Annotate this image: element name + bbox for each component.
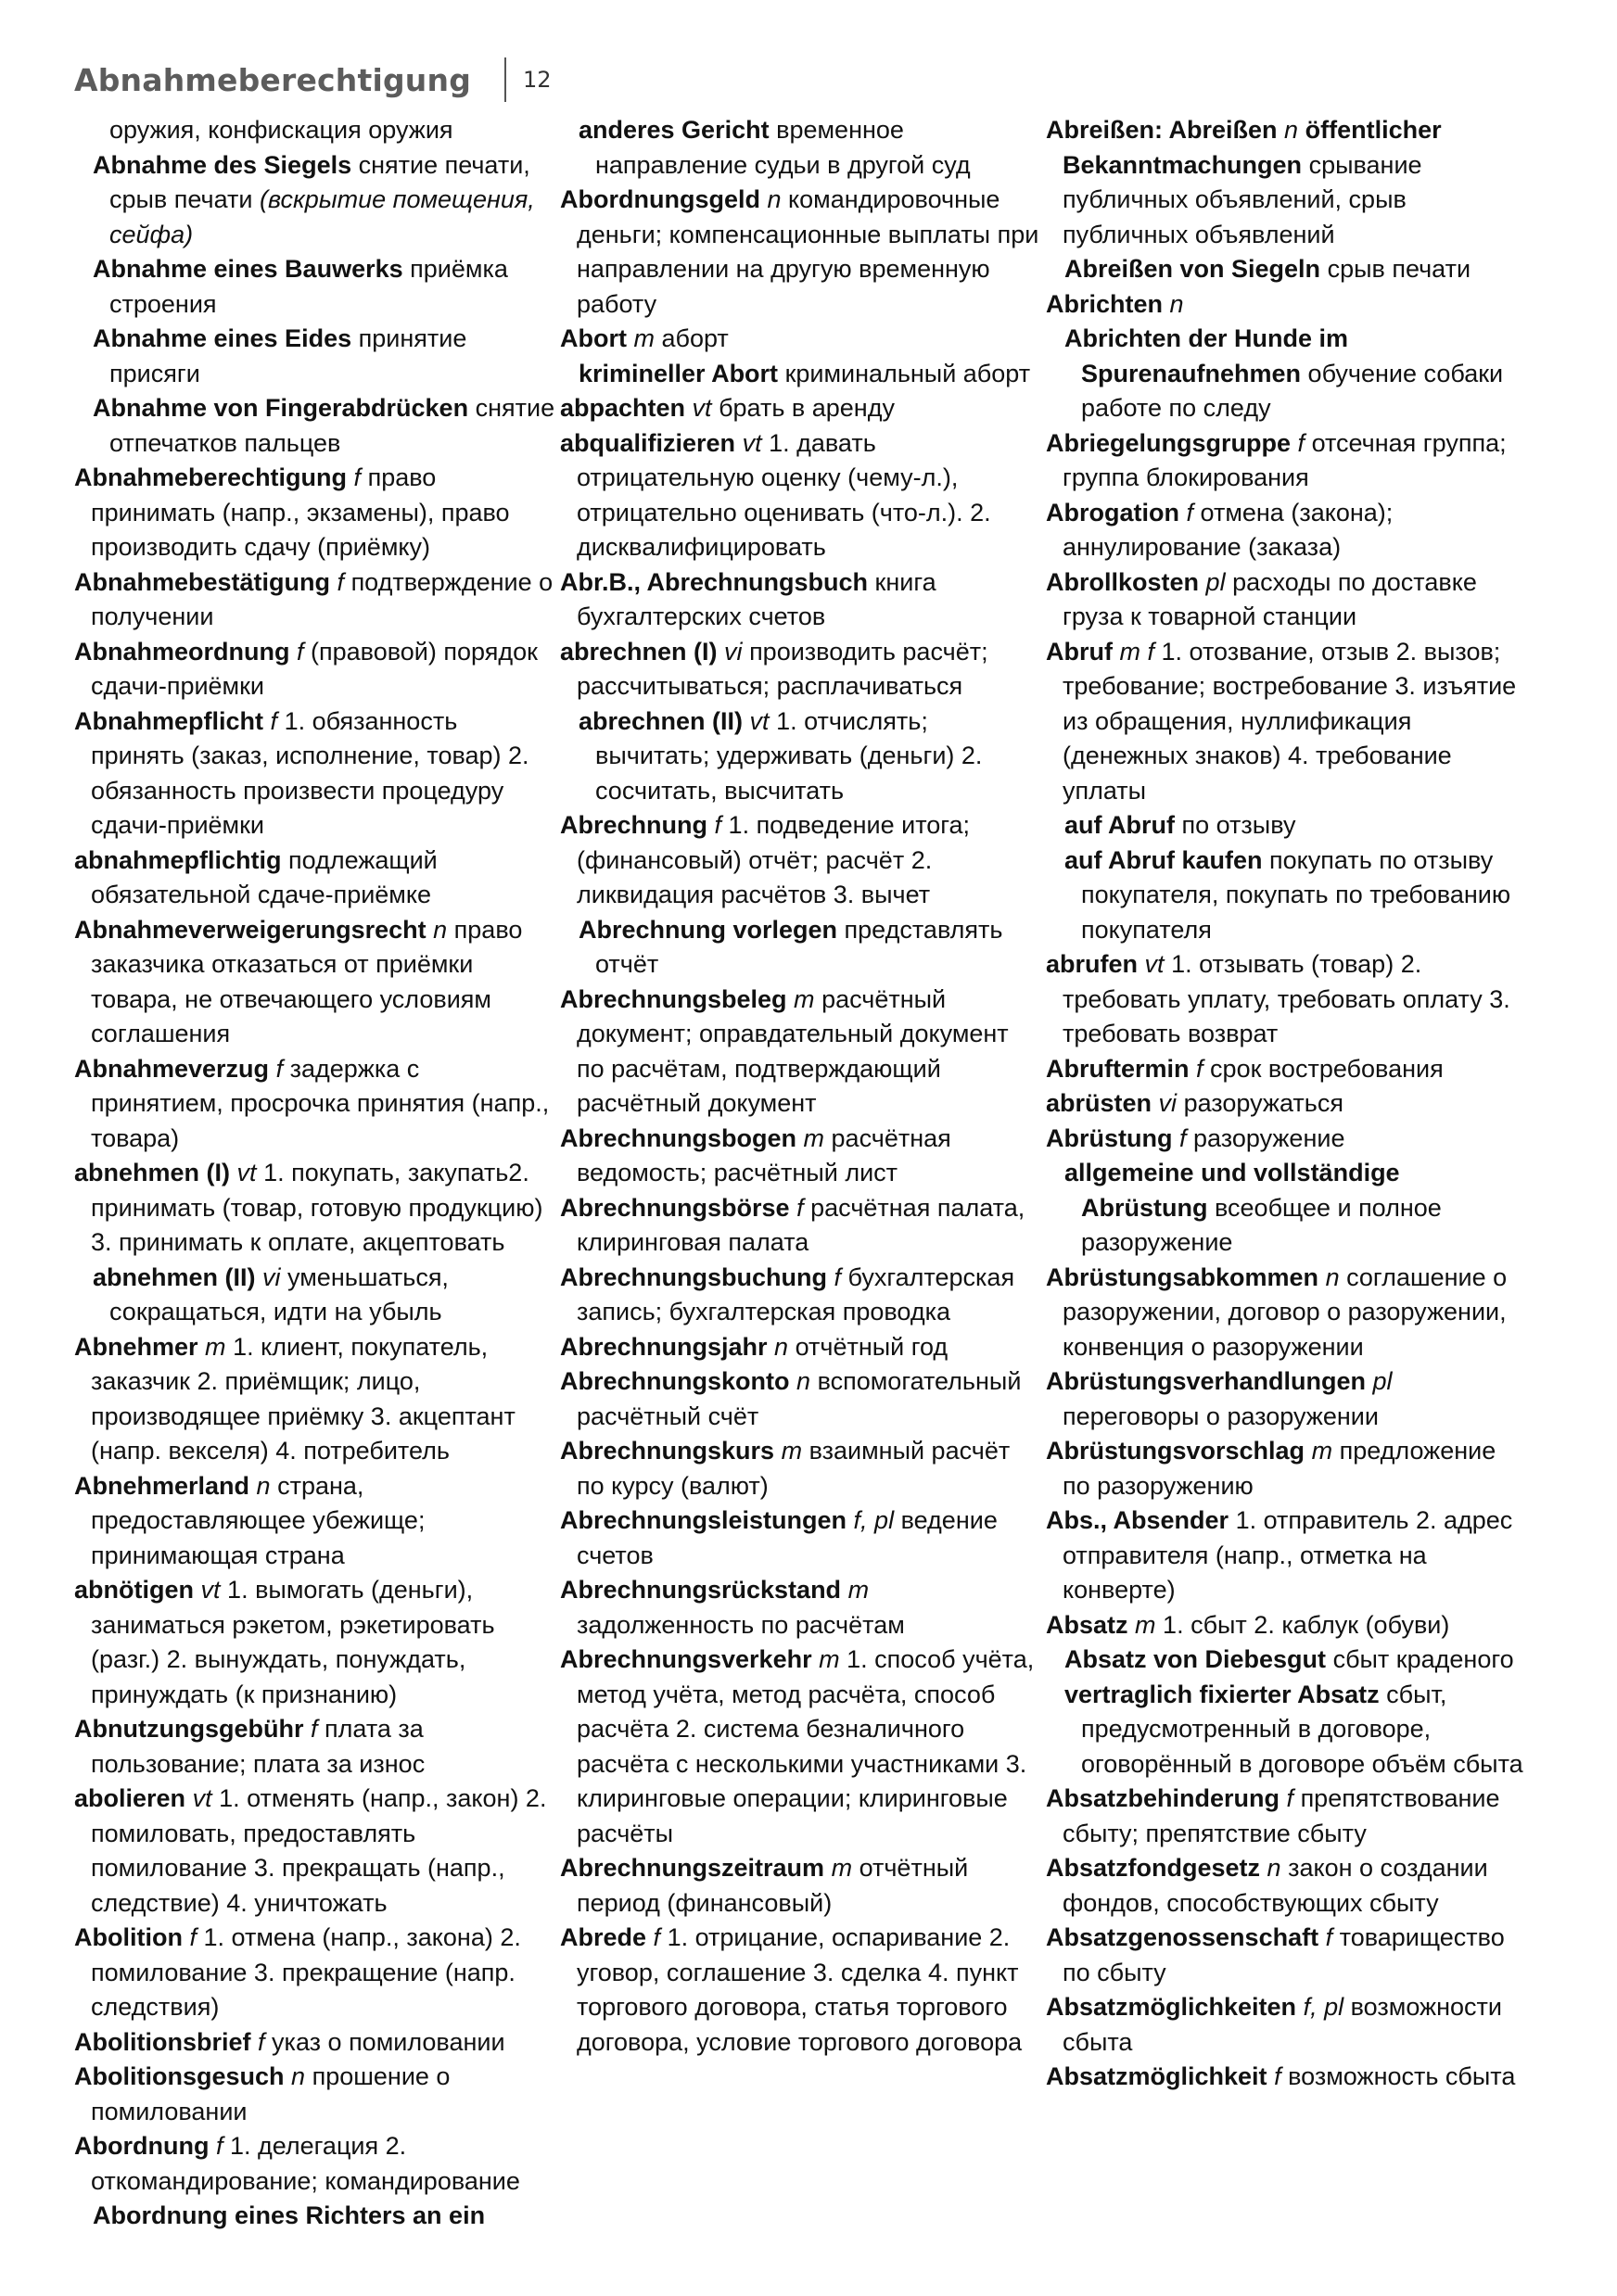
entry-headword: Abrechnungsbeleg	[560, 984, 787, 1013]
entry-definition: всеобщее и полное разоружение	[1081, 1193, 1442, 1256]
entry-definition: 1. клиент, покупатель, заказчик 2. приёмщик; лицо, производящее приёмку 3. акцептант (напр. векселя) 4. потребитель	[91, 1332, 516, 1465]
entry-grammar: f	[834, 1262, 842, 1291]
dictionary-entry	[1046, 113, 1528, 252]
entry-definition: отчётный период (финансовый)	[577, 1854, 969, 1917]
entry-definition: сбыт, предусмотренный в договоре, оговорённый в договоре объём сбыта	[1081, 1680, 1523, 1778]
entry-headword: Abrüstungsvorschlag	[1046, 1437, 1305, 1465]
dictionary-entry	[1046, 1678, 1528, 1782]
entry-headword: Abrüstungsverhandlungen	[1046, 1367, 1367, 1395]
dictionary-entry	[74, 635, 556, 704]
entry-grammar: vi	[724, 637, 743, 666]
entry-grammar: f	[189, 1923, 197, 1951]
entry-definition: разоружаться	[1183, 1089, 1343, 1117]
entry-definition: 1. отрицание, оспаривание 2. уговор, соглашение 3. сделка 4. пункт торгового договора, статья торгового договора, условие торгового договора	[577, 1923, 1023, 2056]
entry-headword: Abort	[560, 324, 627, 352]
entry-headword: Abrechnung	[560, 811, 707, 839]
dictionary-entry	[560, 565, 1042, 635]
entry-headword: Abrechnungsjahr	[560, 1332, 768, 1361]
dictionary-entry	[1046, 565, 1528, 635]
entry-grammar: n	[767, 185, 782, 213]
entry-headword: abnehmen (I)	[74, 1159, 231, 1186]
entry-headword: Abrichten	[1046, 289, 1164, 318]
entry-headword: Absatz	[1046, 1610, 1128, 1639]
entry-headword: Absatz von Diebesgut	[1064, 1645, 1327, 1673]
entry-grammar: f	[258, 2027, 265, 2056]
entry-headword: Absatzfondgesetz	[1046, 1854, 1261, 1882]
entry-headword: Abs., Absender	[1046, 1506, 1229, 1534]
entry-definition: возможность сбыта	[1288, 2062, 1516, 2090]
entry-headword: Abnahmeberechtigung	[74, 463, 348, 491]
entry-headword: Abrede	[560, 1923, 647, 1951]
dictionary-entry	[74, 391, 556, 461]
entry-headword: Absatzbehinderung	[1046, 1784, 1280, 1812]
entry-grammar: n	[774, 1332, 789, 1361]
entry-definition: представлять отчёт	[595, 915, 1003, 978]
entry-headword: vertraglich fixierter Absatz	[1064, 1680, 1380, 1708]
entry-headword: abqualifizieren	[560, 428, 736, 457]
dictionary-entry	[560, 1921, 1042, 2060]
entry-headword: abolieren	[74, 1784, 186, 1812]
entry-headword: Abrichten der Hunde im Spurenaufnehmen	[1064, 324, 1349, 387]
entry-headword: Abrüstung	[1046, 1123, 1173, 1152]
entry-grammar: vi	[1158, 1089, 1178, 1117]
entry-definition: 1. способ учёта, метод учёта, метод расчёта, способ расчёта 2. система безналичного расчёта с несколькими участниками 3. клиринговые операции; клиринговые расчёты	[577, 1645, 1035, 1847]
entry-definition: прошение о помиловании	[91, 2062, 451, 2125]
entry-headword: Abnahme des Siegels	[93, 150, 352, 179]
entry-headword: Abrechnungsrückstand	[560, 1576, 842, 1604]
dictionary-entry	[1046, 1434, 1528, 1503]
dictionary-entry	[74, 1921, 556, 2025]
entry-grammar: pl	[1372, 1367, 1393, 1395]
entry-definition: производить расчёт; рассчитываться; расплачиваться	[577, 637, 988, 700]
dictionary-entry	[1046, 1990, 1528, 2060]
entry-headword: Abnutzungsgebühr	[74, 1715, 304, 1743]
entry-grammar: m	[794, 984, 815, 1013]
entry-headword: Abnahme eines Bauwerks	[93, 255, 403, 283]
entry-headword: auf Abruf kaufen	[1064, 845, 1263, 874]
entry-definition: 1. вымогать (деньги), заниматься рэкетом, рэкетировать (разг.) 2. вынуждать, понуждать, принуждать (к признанию)	[91, 1576, 495, 1708]
entry-headword: Abrechnungsbogen	[560, 1123, 796, 1152]
entry-headword: Abnahmeverweigerungsrecht	[74, 915, 427, 944]
entry-definition: расчётный документ; оправдательный документ по расчётам, подтверждающий расчётный документ	[577, 984, 1009, 1117]
entry-definition: принятие присяги	[109, 324, 467, 387]
entry-grammar: m f	[1119, 637, 1154, 666]
dictionary-entry	[1046, 426, 1528, 496]
dictionary-entry	[74, 113, 556, 148]
entry-headword: abrechnen (I)	[560, 637, 718, 666]
entry-headword: Absatzgenossenschaft	[1046, 1923, 1319, 1951]
dictionary-entry	[1046, 496, 1528, 565]
entry-headword: Abriegelungsgruppe	[1046, 428, 1292, 457]
dictionary-entry	[1046, 1503, 1528, 1608]
entry-headword: Abnahme eines Eides	[93, 324, 352, 352]
dictionary-entry	[560, 322, 1042, 357]
entry-headword: Abrechnungszeitraum	[560, 1854, 825, 1882]
dictionary-entry	[1046, 1643, 1528, 1678]
entry-headword: Abolitionsbrief	[74, 2027, 251, 2056]
entry-grammar: n	[1169, 289, 1184, 318]
entry-headword: abnahmepflichtig	[74, 845, 282, 874]
entry-headword: Absatzmöglichkeit	[1046, 2062, 1267, 2090]
entry-headword: auf Abruf	[1064, 811, 1175, 839]
entry-grammar: n	[433, 915, 448, 944]
entry-definition: подлежащий обязательной сдаче-приёмке	[91, 845, 438, 908]
entry-grammar: f, pl	[853, 1506, 895, 1534]
dictionary-entry	[1046, 1086, 1528, 1122]
entry-definition: 1. отозвание, отзыв 2. вызов; требование; востребование 3. изъятие из обращения, нуллификация (денежных знаков) 4. требование уплаты	[1063, 637, 1517, 805]
entry-definition: отсечная группа; группа блокирования	[1063, 428, 1507, 491]
entry-definition: переговоры о разоружении	[1063, 1402, 1379, 1430]
dictionary-entry	[560, 913, 1042, 983]
entry-definition: отчётный год	[795, 1332, 949, 1361]
entry-definition: соглашение о разоружении, договор о разоружении, конвенция о разоружении	[1063, 1262, 1508, 1361]
entry-definition: взаимный расчёт по курсу (валют)	[577, 1437, 1011, 1500]
dictionary-entry	[560, 1261, 1042, 1330]
dictionary-entry	[560, 635, 1042, 704]
dictionary-entry	[1046, 1608, 1528, 1643]
entry-headword: abnötigen	[74, 1576, 194, 1604]
entry-grammar: f	[1286, 1784, 1294, 1812]
dictionary-entry	[560, 1851, 1042, 1921]
entry-grammar: f	[653, 1923, 661, 1951]
dictionary-entry	[1046, 322, 1528, 426]
entry-headword: Abr.B., Abrechnungsbuch	[560, 567, 869, 596]
dictionary-entry	[74, 2199, 556, 2234]
dictionary-entry	[560, 426, 1042, 565]
header-divider	[504, 57, 506, 102]
dictionary-entry	[1046, 947, 1528, 1052]
entry-grammar: f	[310, 1715, 318, 1743]
entry-definition: бухгалтерская запись; бухгалтерская проводка	[577, 1262, 1015, 1326]
entry-headword: Abreißen: Abreißen	[1046, 116, 1278, 144]
dictionary-entry	[1046, 1851, 1528, 1921]
running-head-title: Abnahmeberechtigung	[74, 61, 472, 98]
dictionary-entry	[74, 1712, 556, 1782]
entry-definition: временное направление судьи в другой суд	[595, 116, 971, 179]
entry-definition: брать в аренду	[719, 394, 895, 422]
entry-grammar: n	[256, 1471, 271, 1500]
entry-definition: приёмка строения	[109, 255, 508, 318]
entry-definition: закон о создании фондов, способствующих сбыту	[1063, 1854, 1488, 1917]
entry-grammar: m	[205, 1332, 226, 1361]
entry-headword: Abnehmer	[74, 1332, 198, 1361]
entry-grammar: m	[803, 1123, 825, 1152]
entry-definition: 1. отчислять; вычитать; удерживать (деньги) 2. сосчитать, высчитать	[595, 706, 983, 805]
entry-grammar: m	[1311, 1437, 1333, 1465]
entry-definition: 1. давать отрицательную оценку (чему-л.), отрицательно оценивать (что-л.). 2. дисквалифицировать	[577, 428, 991, 561]
dictionary-entry	[1046, 1364, 1528, 1434]
entry-headword: Abrechnungskonto	[560, 1367, 790, 1395]
entry-definition: ведение счетов	[577, 1506, 998, 1569]
dictionary-entry	[74, 1782, 556, 1921]
dictionary-entry	[1046, 844, 1528, 948]
entry-headword: Abordnungsgeld	[560, 185, 760, 213]
column-1	[74, 113, 556, 2234]
entry-headword: Abrechnungsleistungen	[560, 1506, 847, 1534]
entry-definition: 1. подведение итога; (финансовый) отчёт; расчёт 2. ликвидация расчётов 3. вычет	[577, 811, 971, 908]
entry-grammar: n	[1284, 116, 1299, 144]
entry-definition: 1. обязанность принять (заказ, исполнение, товар) 2. обязанность произвести процедуру сдачи-приёмки	[91, 706, 529, 839]
dictionary-entry	[74, 148, 556, 253]
entry-definition: задержка с принятием, просрочка принятия (напр., товара)	[91, 1054, 550, 1152]
entry-definition: обучение собаки работе по следу	[1081, 359, 1504, 422]
entry-definition: расходы по доставке груза к товарной станции	[1063, 567, 1477, 630]
dictionary-entry	[560, 183, 1042, 322]
entry-grammar: f, pl	[1303, 1993, 1344, 2021]
entry-definition: право принимать (напр., экзамены), право производить сдачу (приёмку)	[91, 463, 510, 561]
dictionary-entry	[1046, 1156, 1528, 1261]
dictionary-entry	[74, 1052, 556, 1157]
entry-note: (вскрытие помещения, сейфа)	[109, 185, 535, 248]
entry-grammar: f	[1179, 1123, 1187, 1152]
entry-grammar: f	[1196, 1054, 1203, 1083]
entry-headword: Abnahmebestätigung	[74, 567, 331, 596]
dictionary-entry	[560, 808, 1042, 913]
dictionary-entry	[1046, 1921, 1528, 1990]
entry-definition: 1. сбыт 2. каблук (обуви)	[1163, 1610, 1450, 1639]
entry-definition: криминальный аборт	[784, 359, 1031, 387]
entry-grammar: f	[337, 567, 345, 596]
entry-grammar: pl	[1205, 567, 1226, 596]
entry-headword: Abrechnung vorlegen	[579, 915, 838, 944]
entry-grammar: m	[831, 1854, 853, 1882]
dictionary-entry	[560, 113, 1042, 183]
entry-grammar: n	[796, 1367, 811, 1395]
entry-headword-continued: öffentlicher Bekanntmachungen	[1063, 116, 1442, 179]
dictionary-entry	[560, 1434, 1042, 1503]
entry-definition: товарищество по сбыту	[1063, 1923, 1505, 1986]
dictionary-entry	[74, 565, 556, 635]
entry-grammar: m	[819, 1645, 840, 1673]
entry-grammar: f	[270, 706, 278, 735]
entry-headword: abrufen	[1046, 950, 1139, 978]
dictionary-entry	[1046, 1122, 1528, 1157]
entry-definition: 1. отзывать (товар) 2. требовать уплату, требовать оплату 3. требовать возврат	[1063, 950, 1510, 1047]
entry-definition: разоружение	[1193, 1123, 1345, 1152]
dictionary-entry	[560, 704, 1042, 809]
entry-headword: Abrechnungsbuchung	[560, 1262, 827, 1291]
entry-grammar: f	[714, 811, 722, 839]
entry-headword: Abrüstungsabkommen	[1046, 1262, 1319, 1291]
entry-definition: препятствование сбыту; препятствие сбыту	[1063, 1784, 1500, 1847]
entry-definition: сбыт краденого	[1332, 1645, 1514, 1673]
entry-definition: отмена (закона); аннулирование (заказа)	[1063, 498, 1394, 561]
entry-grammar: f	[1186, 498, 1194, 526]
entry-definition: 1. делегация 2. откомандирование; командирование	[91, 2132, 520, 2195]
page-header	[74, 54, 552, 106]
entry-definition: плата за пользование; плата за износ	[91, 1715, 426, 1778]
dictionary-entry	[74, 252, 556, 322]
dictionary-entry	[74, 1573, 556, 1712]
entry-headword: abpachten	[560, 394, 686, 422]
entry-headword: Abnahme von Fingerabdrücken	[93, 394, 469, 422]
entry-headword: Abrechnungsverkehr	[560, 1645, 812, 1673]
dictionary-entry	[74, 1469, 556, 1574]
entry-definition: срыв печати	[1327, 255, 1471, 283]
entry-definition: возможности сбыта	[1063, 1993, 1502, 2056]
entry-grammar: f	[1325, 1923, 1333, 1951]
entry-definition: снятие отпечатков пальцев	[109, 394, 555, 457]
entry-grammar: vi	[262, 1262, 281, 1291]
entry-headword: abnehmen (II)	[93, 1262, 256, 1291]
entry-definition: книга бухгалтерских счетов	[577, 567, 936, 630]
entry-grammar: f	[297, 637, 304, 666]
entry-grammar: vt	[192, 1784, 212, 1812]
dictionary-entry	[74, 1261, 556, 1330]
entry-grammar: f	[275, 1054, 284, 1083]
entry-headword: Abnehmerland	[74, 1471, 250, 1500]
dictionary-entry	[1046, 252, 1528, 287]
entry-grammar: m	[847, 1576, 870, 1604]
entry-definition: право заказчика отказаться от приёмки товара, не отвечающего условиям соглашения	[91, 915, 523, 1047]
entry-grammar: n	[291, 2062, 306, 2090]
entry-headword: krimineller Abort	[579, 359, 779, 387]
entry-headword: abrüsten	[1046, 1089, 1152, 1117]
dictionary-entry	[560, 1573, 1042, 1643]
entry-headword: Abruftermin	[1046, 1054, 1190, 1083]
entry-grammar: vt	[1144, 950, 1165, 978]
entry-definition: снятие печати, срыв печати	[109, 150, 530, 213]
entry-headword: Abrogation	[1046, 498, 1179, 526]
entry-headword: Abnahmeordnung	[74, 637, 290, 666]
dictionary-entry	[560, 983, 1042, 1122]
entry-grammar: vt	[742, 428, 762, 457]
entry-definition: 1. отмена (напр., закона) 2. помилование 3. прекращение (напр. следствия)	[91, 1923, 521, 2021]
entry-definition: оружия, конфискация оружия	[109, 116, 453, 144]
entry-definition: уменьшаться, сокращаться, идти на убыль	[109, 1262, 449, 1326]
entry-definition: по отзыву	[1181, 811, 1296, 839]
entry-definition: страна, предоставляющее убежище; принимающая страна	[91, 1471, 426, 1569]
dictionary-entry	[560, 1330, 1042, 1365]
entry-grammar: m	[781, 1437, 803, 1465]
entry-headword: abrechnen (II)	[579, 706, 744, 735]
entry-grammar: vt	[692, 394, 712, 422]
entry-definition: 1. отменять (напр., закон) 2. помиловать, предоставлять помилование 3. прекращать (напр., следствие) 4. уничтожать	[91, 1784, 547, 1917]
entry-headword: Abnahmepflicht	[74, 706, 264, 735]
entry-headword: Abrechnungskurs	[560, 1437, 775, 1465]
dictionary-entry	[74, 844, 556, 913]
entry-grammar: m	[1135, 1610, 1156, 1639]
dictionary-entry	[1046, 287, 1528, 323]
dictionary-entry	[74, 1156, 556, 1261]
dictionary-entry	[74, 913, 556, 1052]
dictionary-entry	[1046, 808, 1528, 844]
dictionary-entry	[1046, 2060, 1528, 2095]
entry-grammar: m	[633, 324, 655, 352]
dictionary-entry	[1046, 635, 1528, 809]
entry-grammar: f	[353, 463, 362, 491]
entry-grammar: f	[1274, 2062, 1281, 2090]
entry-grammar: vt	[200, 1576, 221, 1604]
entry-grammar: vt	[236, 1159, 257, 1186]
dictionary-entry	[74, 2060, 556, 2129]
entry-definition: задолженность по расчётам	[577, 1610, 905, 1639]
entry-grammar: n	[1325, 1262, 1340, 1291]
dictionary-entry	[74, 2129, 556, 2199]
entry-definition: срок востребования	[1210, 1054, 1444, 1083]
dictionary-entry	[560, 391, 1042, 426]
entry-definition: 1. отправитель 2. адрес отправителя (напр., отметка на конверте)	[1063, 1506, 1513, 1604]
entry-definition: вспомогательный расчётный счёт	[577, 1367, 1022, 1430]
entry-grammar: n	[1267, 1854, 1281, 1882]
dictionary-entry	[560, 1643, 1042, 1851]
entry-headword: Abruf	[1046, 637, 1113, 666]
entry-definition: покупать по отзыву покупателя, покупать по требованию покупателя	[1081, 845, 1511, 944]
entry-definition: подтверждение о получении	[91, 567, 554, 630]
dictionary-entry	[560, 1503, 1042, 1573]
entry-headword: anderes Gericht	[579, 116, 770, 144]
entry-headword: Abrollkosten	[1046, 567, 1200, 596]
entry-grammar: vt	[749, 706, 770, 735]
entry-grammar: f	[215, 2132, 223, 2160]
entry-definition: аборт	[661, 324, 729, 352]
entry-grammar: f	[1297, 428, 1305, 457]
entry-headword: Abrechnungsbörse	[560, 1193, 790, 1222]
column-2	[560, 113, 1042, 2060]
entry-headword: Abnahmeverzug	[74, 1054, 270, 1083]
entry-headword: Abolition	[74, 1923, 183, 1951]
entry-headword: allgemeine und vollständige Abrüstung	[1064, 1159, 1400, 1222]
entry-headword: Abolitionsgesuch	[74, 2062, 285, 2090]
entry-definition: расчётная палата, клиринговая палата	[577, 1193, 1025, 1256]
dictionary-entry	[1046, 1261, 1528, 1365]
entry-headword: Absatzmöglichkeiten	[1046, 1993, 1297, 2021]
entry-definition: 1. покупать, закупать2. принимать (товар, готовую продукцию) 3. принимать к оплате, акцептовать	[91, 1159, 543, 1256]
entry-grammar: f	[796, 1193, 804, 1222]
dictionary-entry	[74, 1330, 556, 1469]
entry-definition: (правовой) порядок сдачи-приёмки	[91, 637, 538, 700]
dictionary-entry	[560, 1122, 1042, 1191]
dictionary-entry	[1046, 1052, 1528, 1087]
entry-definition: предложение по разоружению	[1063, 1437, 1496, 1500]
dictionary-entry	[74, 322, 556, 391]
entry-definition: расчётная ведомость; расчётный лист	[577, 1123, 951, 1186]
dictionary-entry	[560, 1191, 1042, 1261]
dictionary-entry	[74, 461, 556, 565]
column-3	[1046, 113, 1528, 2095]
dictionary-entry	[560, 357, 1042, 392]
entry-headword: Abordnung eines Richters an ein	[93, 2201, 486, 2229]
dictionary-entry	[1046, 1782, 1528, 1851]
page-number: 12	[523, 67, 552, 93]
entry-definition: указ о помиловании	[272, 2027, 505, 2056]
entry-definition: срывание публичных объявлений, срыв публичных объявлений	[1063, 150, 1422, 248]
dictionary-entry	[74, 704, 556, 844]
dictionary-entry	[560, 1364, 1042, 1434]
entry-headword: Abreißen von Siegeln	[1064, 255, 1321, 283]
entry-definition: командировочные деньги; компенсационные выплаты при направлении на другую временную работу	[577, 185, 1039, 318]
dictionary-entry	[74, 2025, 556, 2061]
entry-headword: Abordnung	[74, 2132, 210, 2160]
